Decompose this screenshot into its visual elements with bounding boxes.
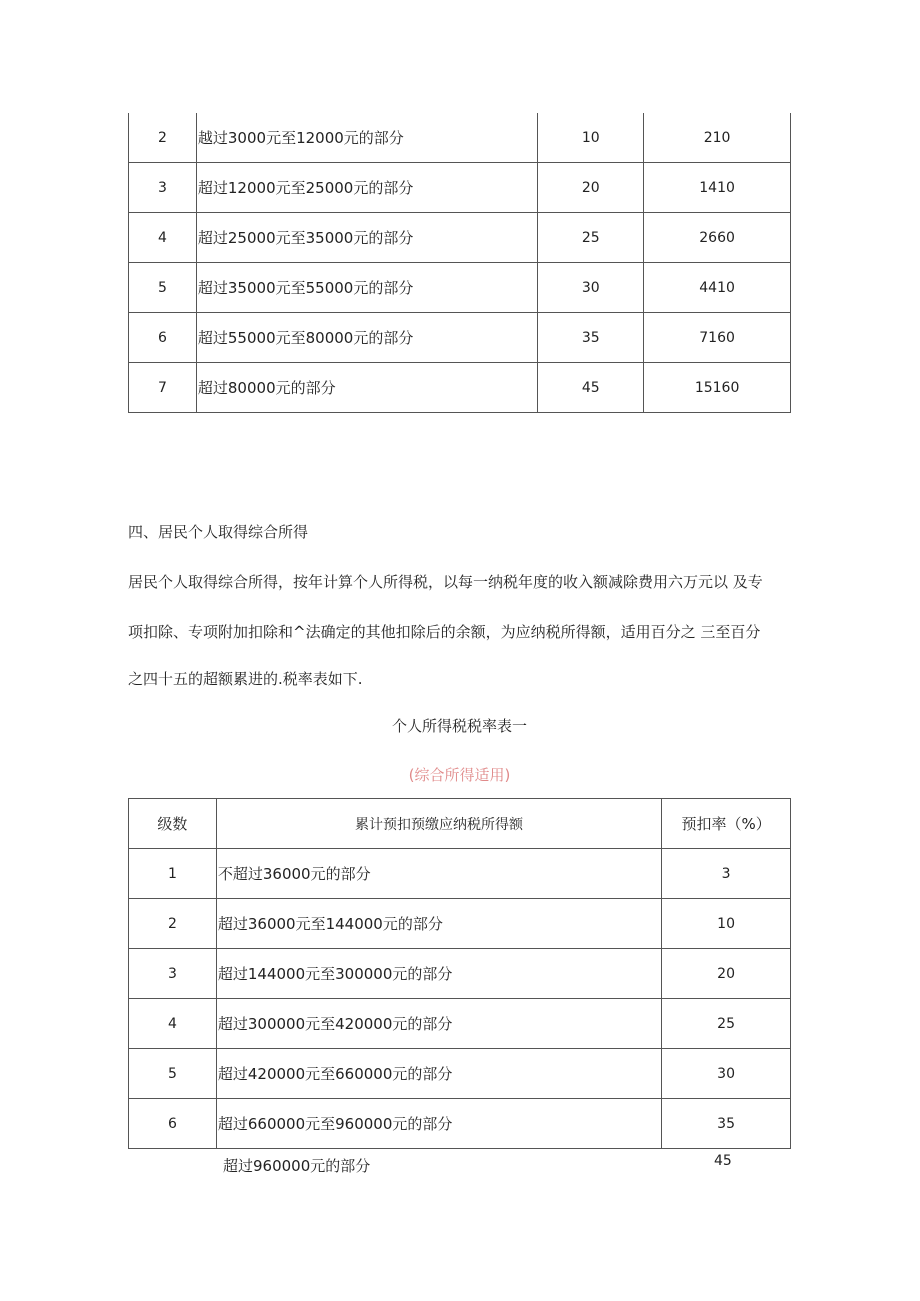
level-cell: 1 — [129, 849, 217, 899]
level-cell: 4 — [129, 213, 197, 263]
table-row — [129, 949, 791, 999]
rate-cell: 3 — [662, 849, 791, 899]
level-cell: 5 — [129, 1049, 217, 1099]
table-subtitle: (综合所得适用) — [408, 766, 511, 784]
header-rate: 预扣率（%） — [662, 799, 791, 849]
header-range: 累计预扣预缴应纳税所得额 — [216, 799, 661, 849]
table-row — [129, 1099, 791, 1149]
deduction-cell: 1410 — [644, 163, 791, 213]
level-cell: 6 — [129, 1099, 217, 1149]
header-level: 级数 — [129, 799, 217, 849]
range-cell: 超过12000元至25000元的部分 — [196, 163, 537, 213]
table-title: 个人所得税税率表一 — [391, 717, 527, 735]
deduction-cell: 7160 — [644, 313, 791, 363]
range-cell: 超过35000元至55000元的部分 — [196, 263, 537, 313]
tax-table-continued — [128, 113, 791, 413]
rate-cell: 20 — [538, 163, 644, 213]
rate-cell: 20 — [662, 949, 791, 999]
rate-cell: 25 — [538, 213, 644, 263]
table-row — [129, 363, 791, 413]
range-cell: 超过300000元至420000元的部分 — [216, 999, 661, 1049]
range-cell: 超过420000元至660000元的部分 — [216, 1049, 661, 1099]
range-cell: 超过36000元至144000元的部分 — [216, 899, 661, 949]
rate-cell: 10 — [538, 113, 644, 163]
table-row — [129, 313, 791, 363]
level-cell: 3 — [129, 163, 197, 213]
rate-cell: 10 — [662, 899, 791, 949]
rate-cell: 30 — [538, 263, 644, 313]
range-cell: 超过80000元的部分 — [196, 363, 537, 413]
rate-cell: 30 — [662, 1049, 791, 1099]
range-cell: 超过55000元至80000元的部分 — [196, 313, 537, 363]
rate-cell: 45 — [538, 363, 644, 413]
table-row — [129, 263, 791, 313]
deduction-cell: 210 — [644, 113, 791, 163]
rate-cell: 35 — [662, 1099, 791, 1149]
range-cell: 越过3000元至12000元的部分 — [196, 113, 537, 163]
level-cell: 3 — [129, 949, 217, 999]
body-line-3: 之四十五的超额累进的.税率表如下. — [128, 670, 363, 688]
section-heading: 四、居民个人取得综合所得 — [128, 523, 309, 541]
table-row — [129, 849, 791, 899]
overflow-range: 超过960000元的部分 — [223, 1157, 371, 1175]
table-row — [129, 999, 791, 1049]
range-cell: 不超过36000元的部分 — [216, 849, 661, 899]
rate-cell: 35 — [538, 313, 644, 363]
table-header-row — [129, 799, 791, 849]
level-cell: 6 — [129, 313, 197, 363]
table-row — [129, 113, 791, 163]
level-cell: 2 — [129, 899, 217, 949]
tax-rate-table — [128, 798, 791, 1149]
deduction-cell: 2660 — [644, 213, 791, 263]
table-row — [129, 1049, 791, 1099]
table-row — [129, 899, 791, 949]
range-cell: 超过25000元至35000元的部分 — [196, 213, 537, 263]
level-cell: 5 — [129, 263, 197, 313]
body-line-1: 居民个人取得综合所得，按年计算个人所得税，以每一纳税年度的收入额减除费用六万元以 及专 — [128, 573, 763, 591]
range-cell: 超过660000元至960000元的部分 — [216, 1099, 661, 1149]
rate-cell: 25 — [662, 999, 791, 1049]
range-cell: 超过144000元至300000元的部分 — [216, 949, 661, 999]
table-row — [129, 213, 791, 263]
table-row — [129, 163, 791, 213]
level-cell: 2 — [129, 113, 197, 163]
body-line-2: 项扣除、专项附加扣除和^法确定的其他扣除后的余额，为应纳税所得额，适用百分之 三至百分 — [128, 623, 761, 641]
deduction-cell: 15160 — [644, 363, 791, 413]
overflow-rate: 45 — [714, 1153, 732, 1169]
level-cell: 4 — [129, 999, 217, 1049]
deduction-cell: 4410 — [644, 263, 791, 313]
level-cell: 7 — [129, 363, 197, 413]
